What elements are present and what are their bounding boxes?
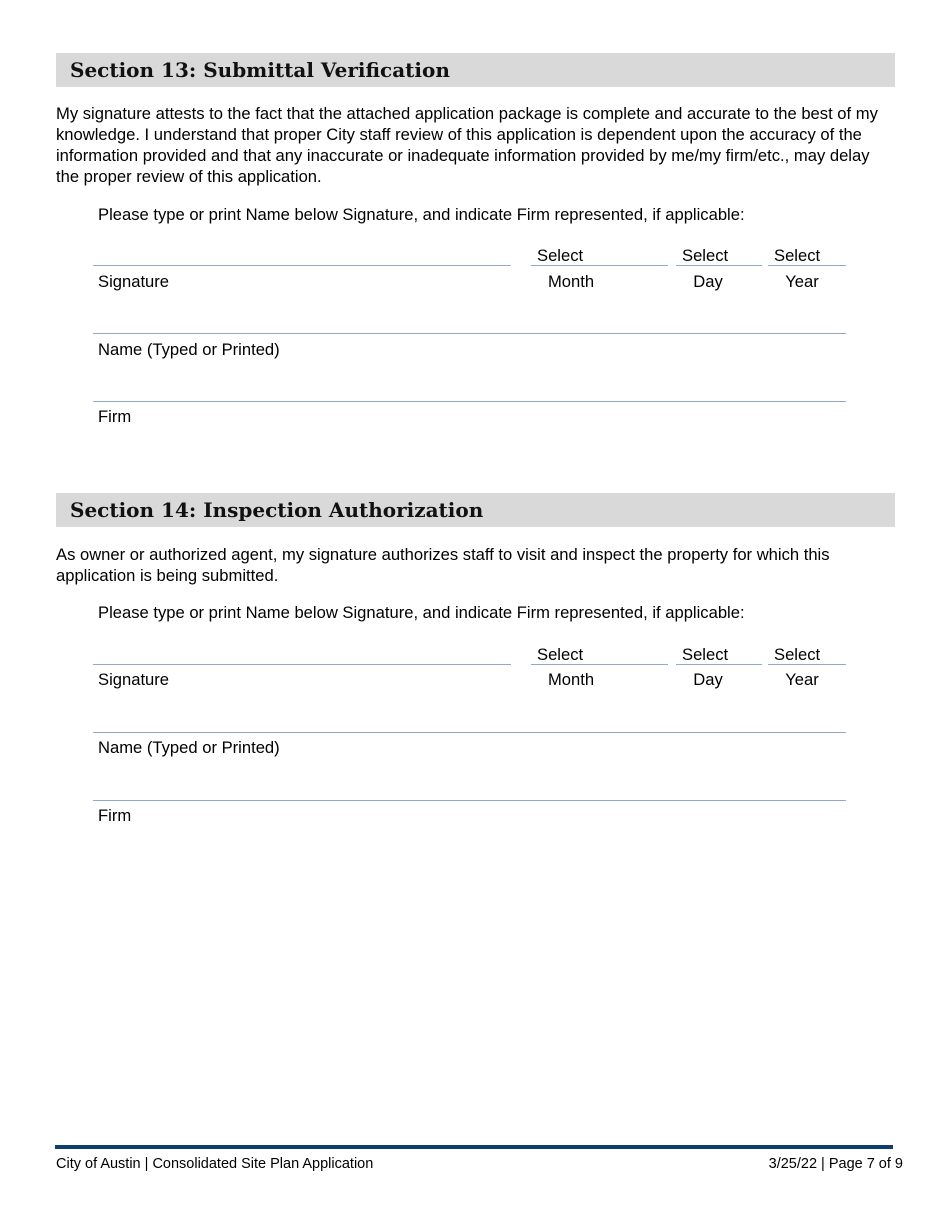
section-13-month-select[interactable]: Select [531, 246, 668, 266]
section-14-firm-label: Firm [98, 806, 132, 825]
section-13-name-field[interactable] [93, 333, 846, 334]
section-13-header: Section 13: Submittal Verification [56, 53, 895, 87]
footer-document-title: City of Austin | Consolidated Site Plan Application [56, 1156, 374, 1172]
section-14-month-select[interactable]: Select [531, 645, 668, 665]
section-13-firm-label: Firm [98, 407, 132, 426]
section-14-month-label: Month [547, 670, 595, 689]
section-13-paragraph: My signature attests to the fact that the attached application package is complete and accurate to the best of my knowledge. I understand that proper City staff review of this application is dependent upon the accuracy of the information provided and that any inaccurate or inadequate information provided by me/my firm/etc., may delay the proper review of this application. [56, 104, 878, 186]
section-14-day-select[interactable]: Select [676, 645, 762, 665]
section-13-month-label: Month [547, 272, 595, 291]
section-14-day-label: Day [693, 670, 723, 689]
section-13-signature-field[interactable] [93, 265, 511, 266]
section-13-instruction: Please type or print Name below Signature, and indicate Firm represented, if applicable: [98, 205, 745, 224]
section-13-firm-field[interactable] [93, 401, 846, 402]
section-13-year-select[interactable]: Select [768, 246, 846, 266]
section-14-year-select[interactable]: Select [768, 645, 846, 665]
section-13-year-label: Year [785, 272, 819, 291]
section-14-header: Section 14: Inspection Authorization [56, 493, 895, 527]
section-13-signature-label: Signature [98, 272, 170, 291]
section-14-signature-label: Signature [98, 670, 170, 689]
section-14-year-label: Year [785, 670, 819, 689]
section-14-name-field[interactable] [93, 732, 846, 733]
section-14-signature-field[interactable] [93, 664, 511, 665]
section-13-name-label: Name (Typed or Printed) [98, 340, 280, 359]
section-13-day-select[interactable]: Select [676, 246, 762, 266]
section-14-instruction: Please type or print Name below Signature, and indicate Firm represented, if applicable: [98, 603, 745, 622]
section-14-paragraph: As owner or authorized agent, my signature authorizes staff to visit and inspect the property for which this application is being submitted. [56, 545, 830, 585]
section-14-firm-field[interactable] [93, 800, 846, 801]
footer-page-info: 3/25/22 | Page 7 of 9 [768, 1156, 903, 1172]
section-14-name-label: Name (Typed or Printed) [98, 738, 280, 757]
footer-rule [55, 1145, 893, 1149]
section-13-day-label: Day [693, 272, 723, 291]
